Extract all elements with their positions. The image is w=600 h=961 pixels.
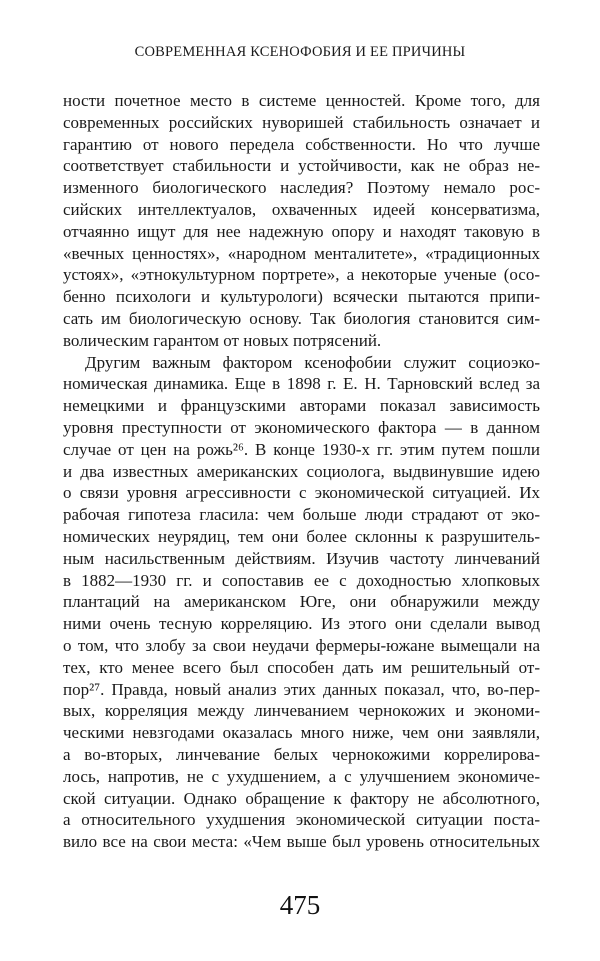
text-line: рабочая гипотеза гласила: чем больше люди страдают от эко- — [63, 505, 540, 525]
running-head: СОВРЕМЕННАЯ КСЕНОФОБИЯ И ЕЕ ПРИЧИНЫ — [134, 44, 466, 60]
text-line: ними очень тесную корреляцию. Из этого они сделали вывод — [63, 614, 540, 634]
text-line: номических неурядиц, тем они более склонны к разрушитель- — [63, 526, 540, 546]
text-line: немецкими и французскими авторами показал зависимость — [63, 396, 540, 416]
text-line: Другим важным фактором ксенофобии служит социоэко- — [85, 352, 540, 372]
text-line: сать им биологическую основу. Так биология становится сим- — [63, 308, 540, 328]
text-line: и два известных американских социолога, выдвинувшие идею — [63, 461, 540, 481]
text-line: а относительного ухудшения экономической ситуации поста- — [63, 810, 540, 830]
text-line: вило все на свои места: «Чем выше был уровень относительных — [63, 832, 540, 852]
text-line: ности почетное место в системе ценностей. Кроме того, для — [63, 91, 540, 110]
paragraph — [63, 90, 540, 352]
text-line: лось, напротив, не с ухудшением, а с улучшением экономиче- — [63, 766, 540, 786]
text-line: уровня преступности от экономического фактора — в данном — [63, 417, 540, 437]
text-line: волическим гарантом от новых потрясений. — [63, 330, 382, 350]
text-line: в 1882—1930 гг. и сопоставив ее с доходностью хлопковых — [63, 570, 540, 590]
text-line: «вечных ценностях», «народном менталитете», «традиционных — [63, 243, 540, 263]
text-line: соответствует стабильности и устойчивости, как не образ не- — [63, 156, 540, 176]
text-line: устоях», «этнокультурном портрете», а некоторые ученые (осо- — [63, 265, 540, 285]
text-line: ческими невзгодами оказалась много ниже, чем они заявляли, — [63, 723, 540, 743]
text-line: изменного биологического наследия? Поэтому немало рос- — [63, 178, 540, 198]
text-line: современных российских нуворишей стабильность означает и — [63, 112, 540, 132]
text-line: плантаций на американском Юге, они обнаружили между — [63, 592, 540, 612]
text-line: о том, что злобу за свои неудачи фермеры-южане вымещали на — [63, 635, 540, 655]
text-line: о связи уровня агрессивности с экономической ситуацией. Их — [63, 483, 540, 503]
text-line: номическая динамика. Еще в 1898 г. Е. Н. Тарновский вслед за — [63, 374, 540, 394]
text-line: отчаянно ищут для нее надежную опору и находят таковую в — [63, 221, 540, 241]
body-text — [63, 90, 540, 853]
text-line: ным насильственным действиям. Изучив частоту линчеваний — [63, 548, 540, 568]
text-line: гарантию от нового передела собственности. Но что лучше — [63, 134, 540, 154]
text-line: сийских интеллектуалов, охваченных идеей консерватизма, — [63, 199, 540, 219]
text-line: пор²⁷. Правда, новый анализ этих данных показал, что, во-пер- — [63, 679, 540, 699]
text-line: бенно психологи и культурологи) всячески пытаются припи- — [63, 287, 540, 307]
page-number: 475 — [279, 890, 321, 920]
text-line: ской ситуации. Однако обращение к фактору не абсолютного, — [63, 788, 540, 808]
text-line: вых, корреляция между линчеванием чернокожих и экономи- — [63, 701, 540, 721]
text-line: тех, кто менее всего был способен дать им решительный от- — [63, 657, 540, 677]
paragraph — [63, 352, 540, 853]
text-line: а во-вторых, линчевание белых чернокожими коррелирова- — [63, 744, 540, 764]
text-line: случае от цен на рожь²⁶. В конце 1930-х гг. этим путем пошли — [63, 439, 540, 459]
